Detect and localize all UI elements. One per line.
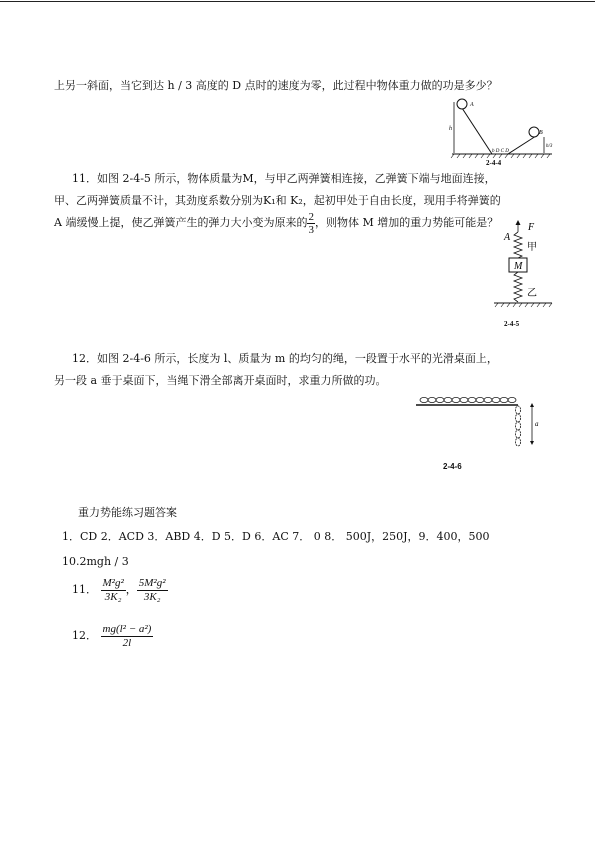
incline-left [462, 108, 492, 154]
label-h3: h/3 [546, 144, 553, 149]
ground-hatch [451, 154, 550, 158]
label-a: a [535, 420, 539, 428]
q12-line2: 另一段 a 垂于桌面下，当绳下滑全部离开桌面时，求重力所做的功。 [54, 374, 387, 387]
ball-a [457, 99, 467, 109]
figure-2-4-4 [444, 96, 556, 168]
answers-line1: 1．CD 2．ACD 3．ABD 4．D 5．D 6．AC 7． 0 8． 500J，250J，9．400，500 [62, 530, 490, 543]
q11-line2: 甲、乙两弹簧质量不计，其劲度系数分别为K₁和 K₂，起初甲处于自由长度，现用手将弹簧的 [54, 194, 501, 207]
horizontal-chain [420, 397, 516, 402]
figure-2-4-5 [490, 218, 556, 330]
figure-2-4-6 [414, 392, 544, 452]
caption-2-4-6: 2-4-6 [443, 462, 462, 471]
hanging-chain [515, 406, 520, 446]
label-f: F [528, 222, 535, 233]
fraction-two-thirds: $\frac{2}{3}$ [308, 210, 314, 236]
q10-tail-text: 上另一斜面，当它到达 h / 3 高度的 D 点时的速度为零，此过程中物体重力做的功是多少？ [54, 79, 498, 92]
q11-line3-pre: A 端缓慢上提，使乙弹簧产生的弹力大小变为原来的 [54, 216, 308, 229]
ball-b [529, 127, 539, 137]
q11-line3 [54, 210, 498, 236]
answers-title: 重力势能练习题答案 [78, 506, 177, 519]
label-jia: 甲 [527, 242, 537, 253]
answer-12-fraction: $\frac{\text{mg(l² − a²)}}{2l}$ [102, 622, 152, 649]
answer-11-fraction-1: $\frac{\text{M²g²}}{\text{3K₂}}$ [102, 576, 124, 603]
answer-12 [72, 621, 153, 651]
label-b: B [539, 130, 543, 136]
label-bottom-points: b D C D [492, 149, 509, 154]
answer-11-separator: ， [125, 583, 137, 596]
q11-line3-post: ，则物体 M 增加的重力势能可能是？ [314, 216, 499, 229]
answer-11 [72, 575, 168, 605]
caption-2-4-4: 2-4-4 [486, 159, 502, 167]
incline-right [508, 136, 536, 154]
q11-line1: 11．如图 2-4-5 所示，物体质量为M，与甲乙两弹簧相连接，乙弹簧下端与地面连接， [72, 172, 496, 185]
header-rule [0, 1, 595, 2]
answers-line2: 10.2mgh / 3 [62, 555, 129, 568]
spring-jia [514, 232, 522, 258]
q12-line1: 12．如图 2-4-6 所示，长度为 l、质量为 m 的均匀的绳，一段置于水平的光滑桌面上， [72, 352, 498, 365]
floor-hatch [495, 303, 552, 307]
spring-yi [514, 272, 522, 302]
answer-11-label: 11． [72, 583, 97, 596]
label-h: h [449, 126, 452, 132]
caption-2-4-5: 2-4-5 [504, 320, 520, 328]
label-yi: 乙 [527, 288, 537, 299]
label-a: A [470, 102, 474, 108]
answer-11-fraction-2: $\frac{\text{5M²g²}}{\text{3K₂}}$ [138, 576, 166, 603]
answer-12-label: 12． [72, 629, 97, 642]
label-a: A [504, 232, 511, 243]
label-m: M [514, 261, 523, 272]
